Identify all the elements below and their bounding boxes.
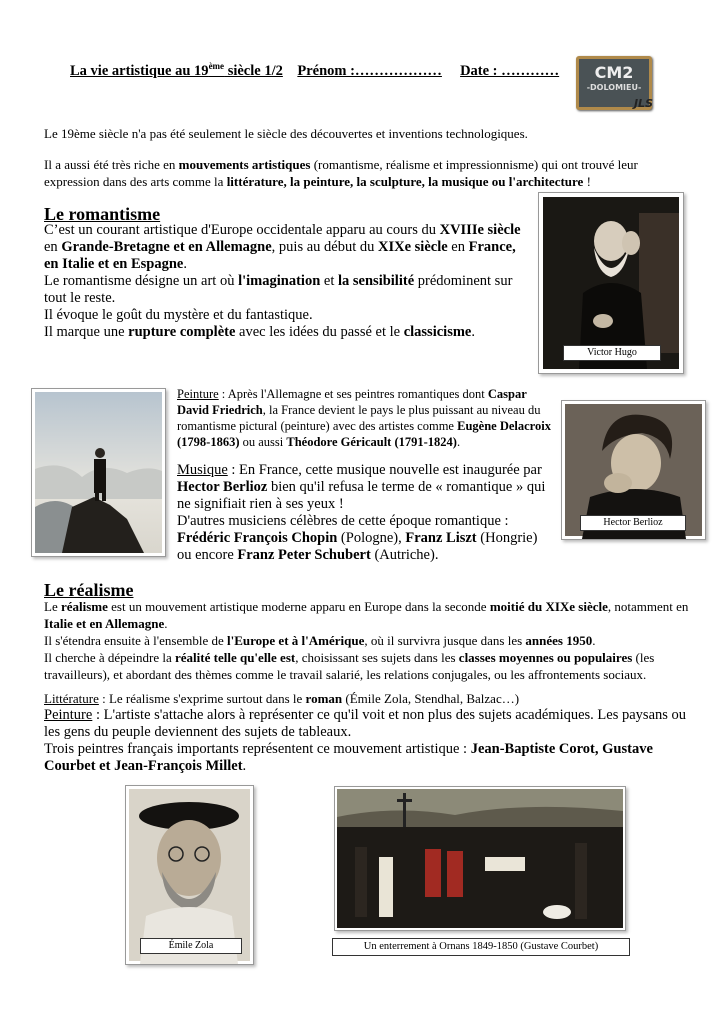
realisme-litterature-text: Littérature : Le réalisme s'exprime surtout dans le roman (Émile Zola, Stendhal, Balzac…) xyxy=(44,691,520,706)
cm2-logo: CM2 -DOLOMIEU- JLS xyxy=(576,56,652,110)
caption-enterrement-ornans: Un enterrement à Ornans 1849-1850 (Gustave Courbet) xyxy=(332,938,630,956)
emile-zola-portrait xyxy=(125,785,254,965)
prenom-field[interactable]: Prénom :……………… xyxy=(297,62,442,79)
caption-emile-zola: Émile Zola xyxy=(140,938,242,954)
heading-realisme: Le réalisme xyxy=(44,580,134,600)
worksheet-header xyxy=(70,61,559,80)
victor-hugo-portrait xyxy=(538,192,684,374)
enterrement-ornans-painting xyxy=(334,786,626,931)
worksheet-title: La vie artistique au 19ème siècle 1/2 xyxy=(70,61,283,79)
intro-paragraph-1: Le 19ème siècle n'a pas été seulement le siècle des découvertes et inventions technologiques. xyxy=(44,126,528,141)
intro-paragraph-2: Il a aussi été très riche en mouvements artistiques (romantisme, réalisme et impressionnisme) qui ont trouvé leur expression dans des arts comme la littérature, la peinture, la sculpture, la musique ou l'architecture ! xyxy=(44,157,638,189)
realisme-text: Le réalisme est un mouvement artistique moderne apparu en Europe dans la seconde moitié du XIXe siècle, notamment en Italie et en Allemagne. Il s'étendra ensuite à l'ensemble de l'Europe et à l'Amérique, où il survivra jusque dans les années 1950. Il cherche à dépeindre la réalité telle qu'elle est, choisissant ses sujets dans les classes moyennes ou populaires (les travailleurs), et abordant des thèmes comme le travail salarié, les relations conjugales, ou les affrontements sociaux. xyxy=(44,599,689,682)
hector-berlioz-portrait xyxy=(561,400,706,540)
realisme-peinture-text: Peinture : L'artiste s'attache alors à représenter ce qu'il voit et non plus des sujets académiques. Les paysans ou les gens du peuple deviennent des sujets de tableaux. Trois peintres français importants représentent ce mouvement artistique : Jean-Baptiste Corot, Gustave Courbet et Jean-François Millet. xyxy=(44,707,687,774)
romantisme-musique-text: Musique : En France, cette musique nouvelle est inaugurée par Hector Berlioz bien qu'il refusa le terme de « romantique » qui ne signifiait rien à ses yeux ! D'autres musiciens célèbres de cette époque romantique : Frédéric François Chopin (Pologne), Franz Liszt (Hongrie) ou encore Franz Peter Schubert (Autriche). xyxy=(177,462,546,563)
enterrement-ornans-illustration xyxy=(335,787,625,930)
caption-victor-hugo: Victor Hugo xyxy=(563,345,661,361)
heading-romantisme: Le romantisme xyxy=(44,204,161,224)
wanderer-illustration xyxy=(32,389,165,556)
romantisme-text: C’est un courant artistique d'Europe occidentale apparu au cours du XVIIIe siècle en Grande-Bretagne et en Allemagne, puis au début du XIXe siècle en France, en Italie et en Espagne. Le romantisme désigne un art où l'imagination et la sensibilité prédominent sur tout le reste. Il évoque le goût du mystère et du fantastique. Il marque une rupture complète avec les idées du passé et le classicisme. xyxy=(44,222,521,340)
wanderer-painting xyxy=(31,388,166,557)
date-field[interactable]: Date : ………… xyxy=(460,62,560,79)
caption-hector-berlioz: Hector Berlioz xyxy=(580,515,686,531)
romantisme-peinture-text: Peinture : Après l'Allemagne et ses peintres romantiques dont Caspar David Friedrich, la France devient le pays le plus puissant au niveau du romantisme pictural (peinture) avec des artistes comme Eugène Delacroix (1798-1863) ou aussi Théodore Géricault (1791-1824). xyxy=(177,387,551,449)
